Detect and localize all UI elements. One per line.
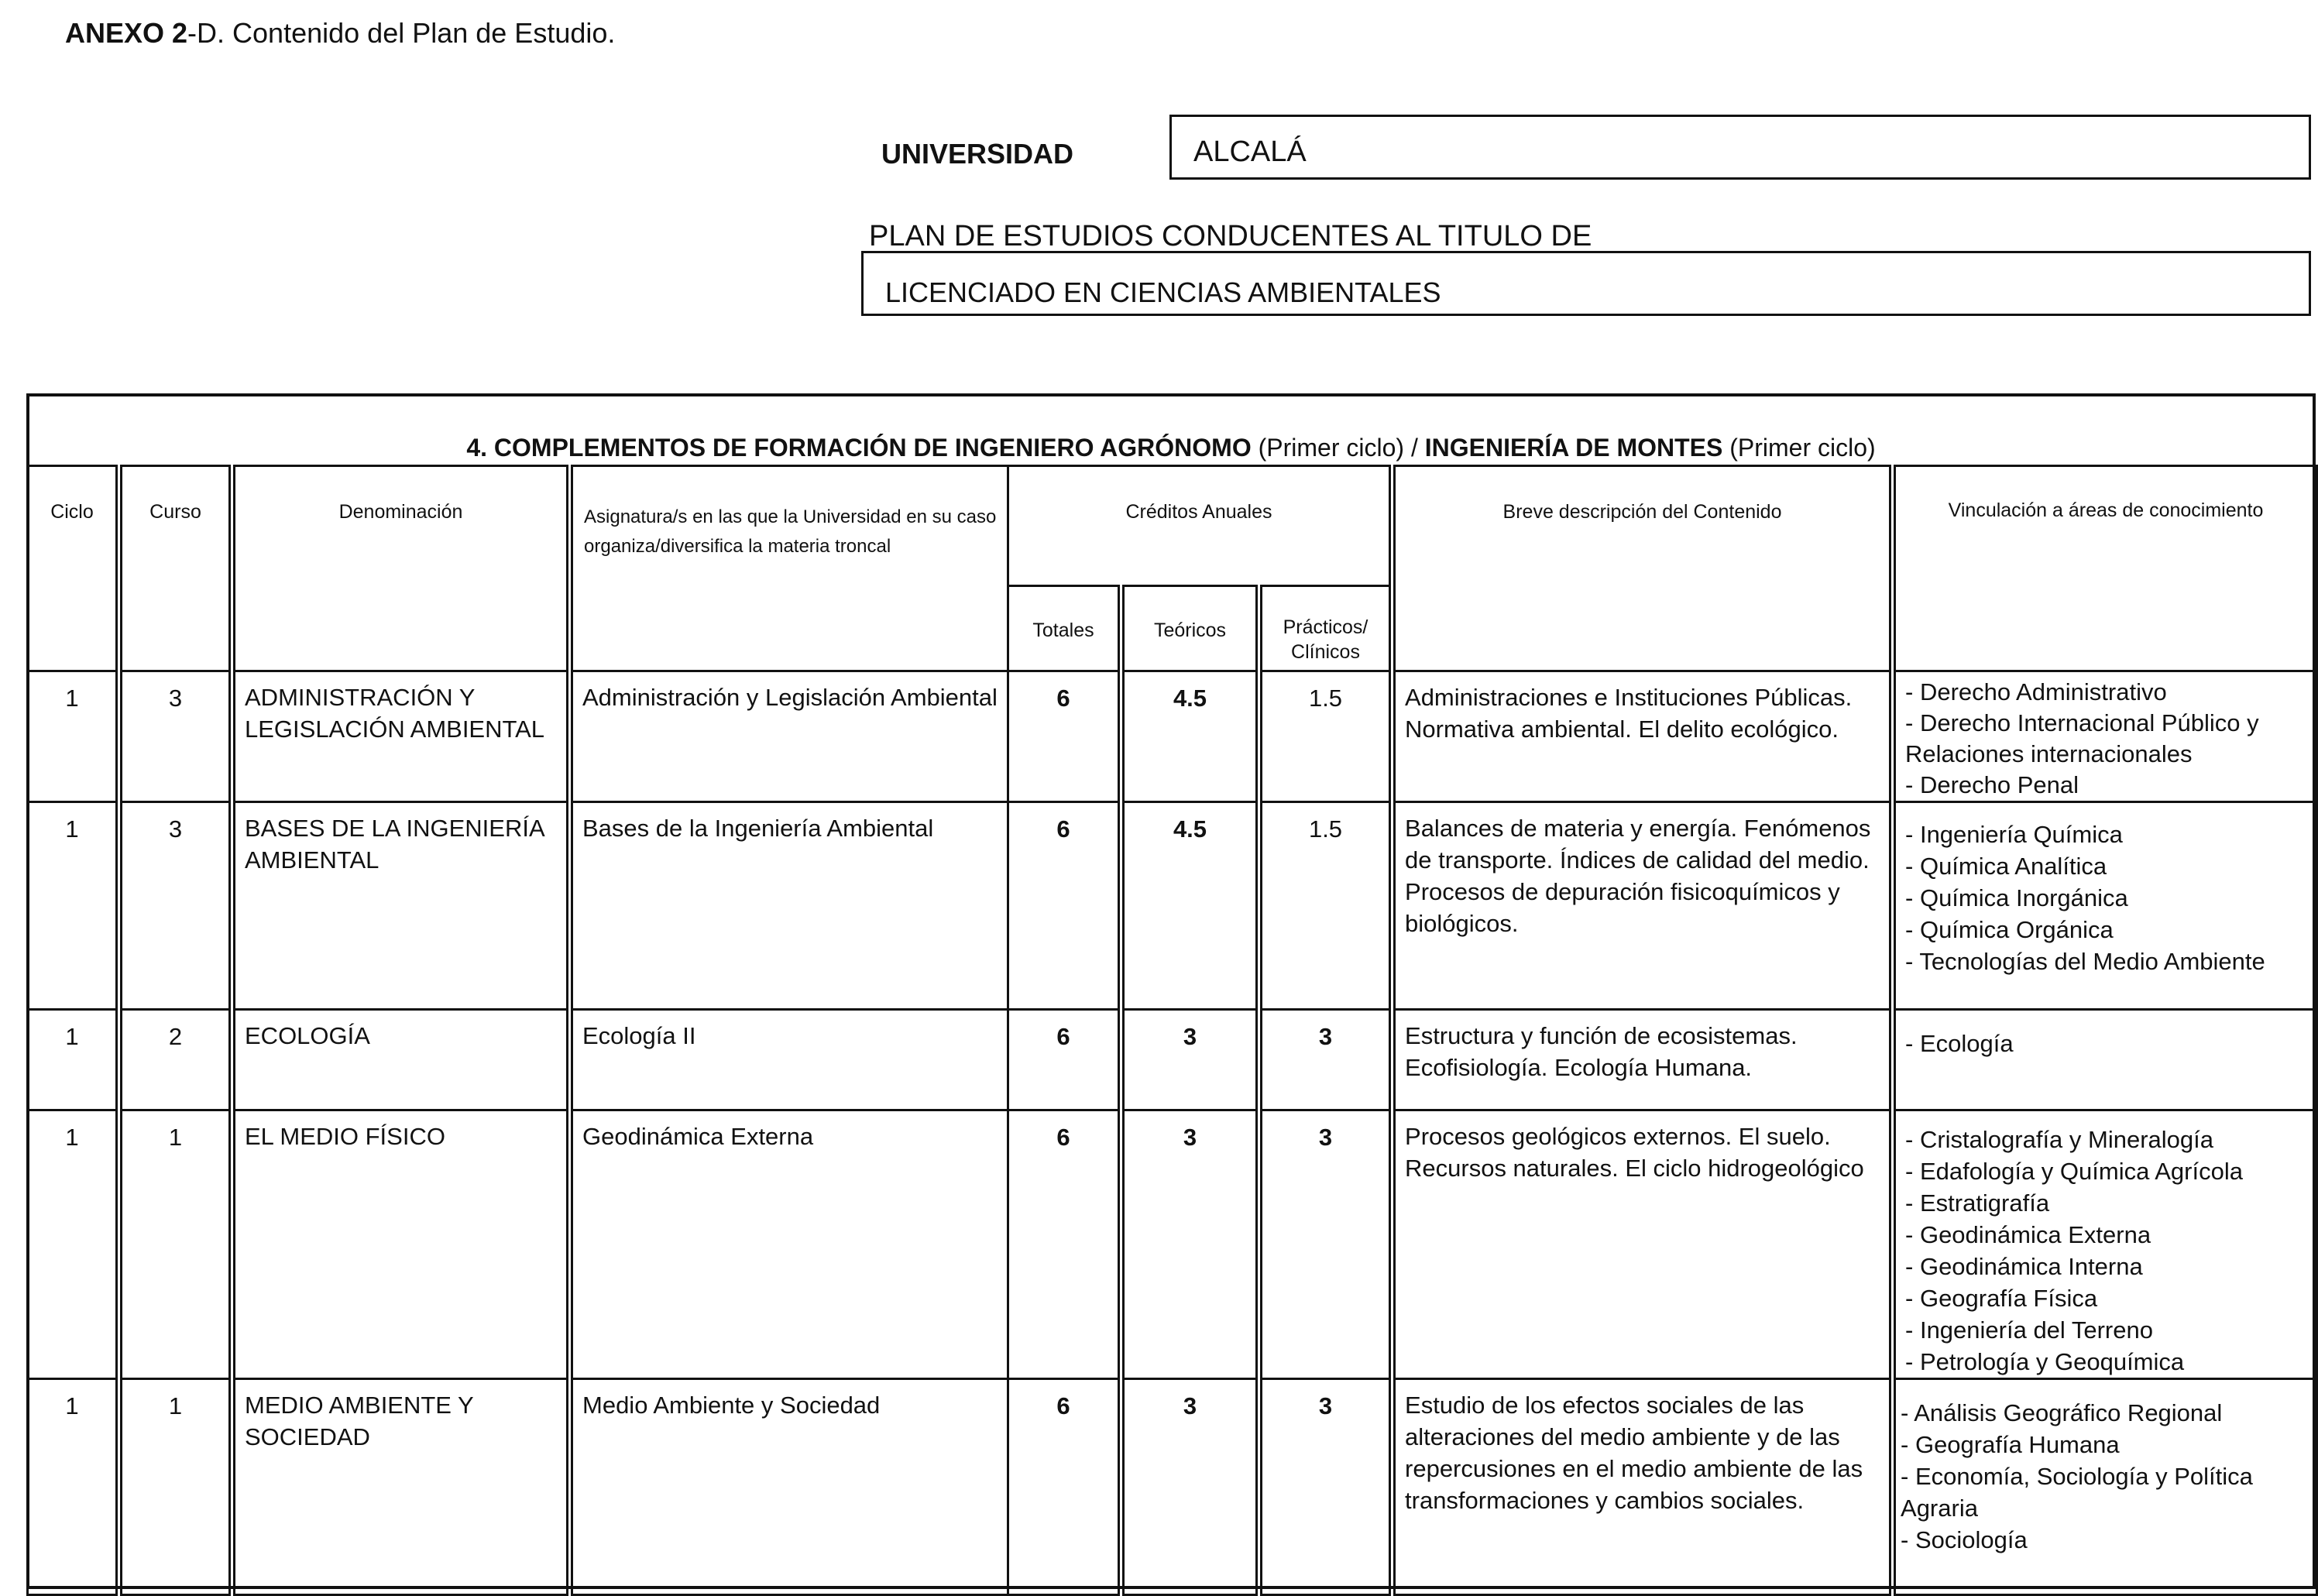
cell-curso: 1	[119, 1110, 232, 1379]
degree-title-box	[861, 251, 2311, 316]
cell-totales: 6	[1008, 1379, 1121, 1595]
cell-practicos: 3	[1259, 1379, 1393, 1595]
vinculacion-item: - Petrología y Geoquímica	[1905, 1348, 2185, 1375]
vinculacion-item: - Análisis Geográfico Regional	[1901, 1399, 2223, 1426]
cell-descripcion: Balances de materia y energía. Fenómenos de transporte. Índices de calidad del medio. Procesos de depuración fisicoquímicos y biológicos.	[1393, 802, 1893, 1010]
vinculacion-item: - Economía, Sociología y Política Agraria	[1901, 1463, 2253, 1522]
cell-teoricos: 3	[1121, 1010, 1259, 1110]
vinculacion-item: - Cristalografía y Mineralogía	[1905, 1126, 2214, 1153]
vinculacion-item: - Derecho Penal	[1905, 771, 2079, 798]
cell-descripcion: Administraciones e Instituciones Públicas. Normativa ambiental. El delito ecológico.	[1393, 671, 1893, 802]
annex-heading: ANEXO 2-D. Contenido del Plan de Estudio.	[65, 17, 616, 49]
cell-curso: 2	[119, 1010, 232, 1110]
vinculacion-item: - Geografía Humana	[1901, 1431, 2120, 1458]
cell-asignatura: Bases de la Ingeniería Ambiental	[570, 802, 1008, 1010]
cell-ciclo: 1	[28, 671, 119, 802]
cell-teoricos: 4.5	[1121, 671, 1259, 802]
vinculacion-item: - Estratigrafía	[1905, 1189, 2050, 1217]
cell-descripcion: Estudio de los efectos sociales de las alteraciones del medio ambiente y de las repercusiones en el medio ambiente de las transformaciones y cambios sociales.	[1393, 1379, 1893, 1595]
cell-curso: 3	[119, 802, 232, 1010]
header-creditos: Créditos Anuales	[1008, 466, 1393, 586]
vinculacion-item: - Ingeniería del Terreno	[1905, 1316, 2153, 1344]
header-vinculacion: Vinculación a áreas de conocimiento	[1893, 466, 2317, 671]
university-value-box	[1169, 115, 2311, 180]
cell-denominacion: EL MEDIO FÍSICO	[232, 1110, 570, 1379]
header-curso: Curso	[119, 466, 232, 671]
cell-curso: 3	[119, 671, 232, 802]
cell-curso: 1	[119, 1379, 232, 1595]
header-totales: Totales	[1008, 586, 1121, 671]
table-row	[28, 671, 2317, 802]
vinculacion-item: - Tecnologías del Medio Ambiente	[1905, 948, 2265, 975]
header-teoricos: Teóricos	[1121, 586, 1259, 671]
subjects-table	[26, 465, 2318, 1596]
plan-label: PLAN DE ESTUDIOS CONDUCENTES AL TITULO DE	[869, 220, 1592, 252]
section-title: 4. COMPLEMENTOS DE FORMACIÓN DE INGENIERO AGRÓNOMO (Primer ciclo) / INGENIERÍA DE MONTES (Primer ciclo)	[466, 434, 1876, 462]
cell-ciclo: 1	[28, 802, 119, 1010]
cell-vinculacion	[1893, 802, 2317, 1010]
vinculacion-item: - Geodinámica Externa	[1905, 1221, 2151, 1248]
table-row	[28, 1110, 2317, 1379]
header-descripcion: Breve descripción del Contenido	[1393, 466, 1893, 671]
cell-ciclo: 1	[28, 1110, 119, 1379]
cell-vinculacion	[1893, 1110, 2317, 1379]
cell-teoricos: 3	[1121, 1379, 1259, 1595]
vinculacion-item: - Edafología y Química Agrícola	[1905, 1158, 2243, 1185]
header-ciclo: Ciclo	[28, 466, 119, 671]
vinculacion-item: - Ingeniería Química	[1905, 821, 2123, 848]
cell-denominacion: MEDIO AMBIENTE Y SOCIEDAD	[232, 1379, 570, 1595]
cell-asignatura: Geodinámica Externa	[570, 1110, 1008, 1379]
header-asignatura: Asignatura/s en las que la Universidad en su caso organiza/diversifica la materia troncal	[570, 466, 1008, 671]
cell-ciclo: 1	[28, 1010, 119, 1110]
cell-totales: 6	[1008, 1110, 1121, 1379]
vinculacion-item: - Química Analítica	[1905, 853, 2107, 880]
university-value: ALCALÁ	[1193, 136, 1307, 168]
cell-teoricos: 4.5	[1121, 802, 1259, 1010]
cell-asignatura: Ecología II	[570, 1010, 1008, 1110]
cell-asignatura: Medio Ambiente y Sociedad	[570, 1379, 1008, 1595]
vinculacion-item: - Sociología	[1901, 1526, 2028, 1553]
vinculacion-item: - Geodinámica Interna	[1905, 1253, 2143, 1280]
vinculacion-item: - Geografía Física	[1905, 1285, 2098, 1312]
cell-totales: 6	[1008, 802, 1121, 1010]
vinculacion-item: - Derecho Internacional Público y Relaciones internacionales	[1905, 709, 2259, 767]
cell-denominacion: BASES DE LA INGENIERÍA AMBIENTAL	[232, 802, 570, 1010]
vinculacion-item: - Química Orgánica	[1905, 916, 2114, 943]
degree-title: LICENCIADO EN CIENCIAS AMBIENTALES	[885, 276, 1441, 308]
cell-teoricos: 3	[1121, 1110, 1259, 1379]
cell-practicos: 1.5	[1259, 671, 1393, 802]
cell-practicos: 3	[1259, 1010, 1393, 1110]
cell-vinculacion	[1893, 671, 2317, 802]
cell-asignatura: Administración y Legislación Ambiental	[570, 671, 1008, 802]
cell-practicos: 1.5	[1259, 802, 1393, 1010]
cell-denominacion: ECOLOGÍA	[232, 1010, 570, 1110]
university-label: UNIVERSIDAD	[881, 138, 1074, 170]
vinculacion-item: - Ecología	[1905, 1030, 2014, 1057]
cell-vinculacion	[1893, 1010, 2317, 1110]
cell-totales: 6	[1008, 1010, 1121, 1110]
table-row	[28, 1010, 2317, 1110]
cell-denominacion: ADMINISTRACIÓN Y LEGISLACIÓN AMBIENTAL	[232, 671, 570, 802]
table-row	[28, 1379, 2317, 1595]
header-practicos: Prácticos/ Clínicos	[1259, 586, 1393, 671]
cell-totales: 6	[1008, 671, 1121, 802]
cell-ciclo: 1	[28, 1379, 119, 1595]
table-row	[28, 802, 2317, 1010]
vinculacion-item: - Derecho Administrativo	[1905, 678, 2167, 705]
header-denominacion: Denominación	[232, 466, 570, 671]
cell-descripcion: Estructura y función de ecosistemas. Ecofisiología. Ecología Humana.	[1393, 1010, 1893, 1110]
cell-practicos: 3	[1259, 1110, 1393, 1379]
vinculacion-item: - Química Inorgánica	[1905, 884, 2128, 911]
cell-descripcion: Procesos geológicos externos. El suelo. Recursos naturales. El ciclo hidrogeológico	[1393, 1110, 1893, 1379]
cell-vinculacion	[1893, 1379, 2317, 1595]
